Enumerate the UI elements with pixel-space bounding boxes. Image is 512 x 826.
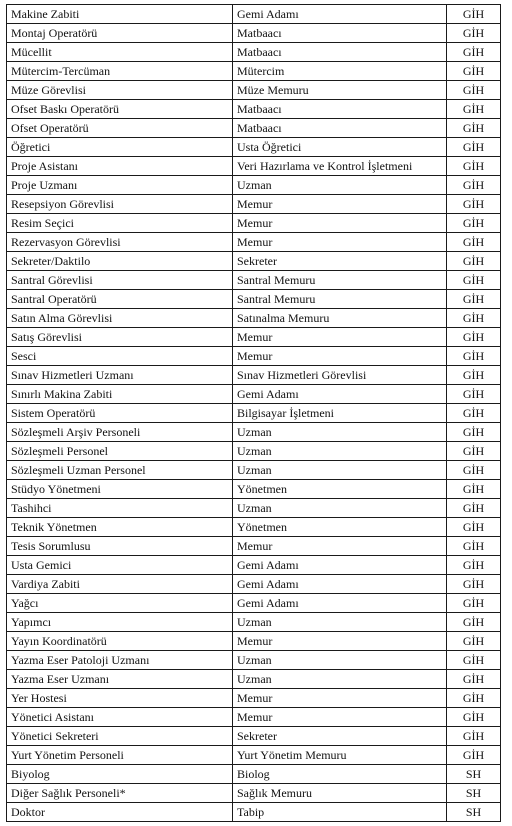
position-title-cell: Yer Hostesi [7,689,233,708]
service-class-cell: GİH [447,252,501,271]
position-title-cell: Sözleşmeli Personel [7,442,233,461]
service-class-cell: GİH [447,404,501,423]
position-title-cell: Satış Görevlisi [7,328,233,347]
table-row [7,81,501,100]
position-title-cell: Diğer Sağlık Personeli* [7,784,233,803]
position-title-cell: Proje Asistanı [7,157,233,176]
service-class-cell: GİH [447,24,501,43]
table-row [7,62,501,81]
position-title-cell: Montaj Operatörü [7,24,233,43]
position-title-cell: Sistem Operatörü [7,404,233,423]
service-class-cell: SH [447,765,501,784]
table-row [7,24,501,43]
staff-category-cell: Sekreter [233,727,447,746]
service-class-cell: GİH [447,708,501,727]
position-title-cell: Yağcı [7,594,233,613]
staff-category-cell: Matbaacı [233,43,447,62]
table-row [7,442,501,461]
service-class-cell: GİH [447,138,501,157]
position-title-cell: Santral Görevlisi [7,271,233,290]
service-class-cell: GİH [447,385,501,404]
position-title-cell: Biyolog [7,765,233,784]
position-title-cell: Mütercim-Tercüman [7,62,233,81]
staff-category-cell: Sağlık Memuru [233,784,447,803]
position-title-cell: Yayın Koordinatörü [7,632,233,651]
position-title-cell: Sesci [7,347,233,366]
position-title-cell: Tashihci [7,499,233,518]
table-row [7,214,501,233]
staff-category-cell: Santral Memuru [233,290,447,309]
service-class-cell: GİH [447,5,501,24]
staff-category-cell: Uzman [233,423,447,442]
table-row [7,632,501,651]
staff-category-cell: Santral Memuru [233,271,447,290]
position-title-cell: Yazma Eser Patoloji Uzmanı [7,651,233,670]
position-title-cell: Proje Uzmanı [7,176,233,195]
table-row [7,765,501,784]
position-title-cell: Müze Görevlisi [7,81,233,100]
table-row [7,803,501,822]
table-row [7,575,501,594]
table-row [7,556,501,575]
table-row [7,290,501,309]
service-class-cell: GİH [447,480,501,499]
service-class-cell: GİH [447,499,501,518]
staff-category-cell: Memur [233,537,447,556]
staff-category-cell: Memur [233,328,447,347]
service-class-cell: GİH [447,689,501,708]
staff-category-cell: Memur [233,689,447,708]
document-page [6,4,500,822]
staff-category-cell: Müze Memuru [233,81,447,100]
service-class-cell: GİH [447,594,501,613]
service-class-cell: GİH [447,347,501,366]
position-title-cell: Sözleşmeli Uzman Personel [7,461,233,480]
service-class-cell: GİH [447,461,501,480]
table-row [7,480,501,499]
staff-category-cell: Yönetmen [233,480,447,499]
service-class-cell: GİH [447,537,501,556]
staff-category-cell: Memur [233,347,447,366]
service-class-cell: GİH [447,670,501,689]
staff-category-cell: Gemi Adamı [233,575,447,594]
staff-category-cell: Veri Hazırlama ve Kontrol İşletmeni [233,157,447,176]
position-title-cell: Tesis Sorumlusu [7,537,233,556]
staff-category-cell: Sekreter [233,252,447,271]
service-class-cell: GİH [447,157,501,176]
table-row [7,233,501,252]
service-class-cell: GİH [447,727,501,746]
table-row [7,309,501,328]
service-class-cell: GİH [447,62,501,81]
table-row [7,100,501,119]
staff-category-cell: Usta Öğretici [233,138,447,157]
table-body [7,5,501,822]
service-class-cell: GİH [447,556,501,575]
service-class-cell: GİH [447,195,501,214]
staff-category-cell: Uzman [233,442,447,461]
staff-category-cell: Memur [233,233,447,252]
position-title-cell: Sözleşmeli Arşiv Personeli [7,423,233,442]
table-row [7,347,501,366]
staff-category-cell: Memur [233,195,447,214]
service-class-cell: GİH [447,43,501,62]
position-title-cell: Sekreter/Daktilo [7,252,233,271]
staff-category-cell: Memur [233,632,447,651]
staff-category-cell: Uzman [233,670,447,689]
service-class-cell: GİH [447,271,501,290]
position-title-cell: Doktor [7,803,233,822]
service-class-cell: GİH [447,423,501,442]
staff-category-cell: Memur [233,708,447,727]
service-class-cell: GİH [447,575,501,594]
table-row [7,727,501,746]
staff-category-cell: Matbaacı [233,119,447,138]
service-class-cell: GİH [447,651,501,670]
service-class-cell: GİH [447,366,501,385]
position-title-cell: Resim Seçici [7,214,233,233]
staff-category-cell: Gemi Adamı [233,5,447,24]
table-row [7,708,501,727]
table-row [7,252,501,271]
position-title-cell: Satın Alma Görevlisi [7,309,233,328]
position-title-cell: Yapımcı [7,613,233,632]
table-row [7,119,501,138]
table-row [7,518,501,537]
staff-category-cell: Yurt Yönetim Memuru [233,746,447,765]
service-class-cell: SH [447,803,501,822]
service-class-cell: GİH [447,290,501,309]
staff-category-cell: Uzman [233,461,447,480]
position-title-cell: Teknik Yönetmen [7,518,233,537]
table-row [7,5,501,24]
table-row [7,651,501,670]
position-title-cell: Yazma Eser Uzmanı [7,670,233,689]
table-row [7,138,501,157]
service-class-cell: GİH [447,119,501,138]
position-title-cell: Santral Operatörü [7,290,233,309]
position-title-cell: Ofset Operatörü [7,119,233,138]
table-row [7,404,501,423]
staff-category-cell: Uzman [233,499,447,518]
staff-category-cell: Bilgisayar İşletmeni [233,404,447,423]
staff-category-cell: Uzman [233,651,447,670]
position-title-cell: Vardiya Zabiti [7,575,233,594]
staff-category-cell: Sınav Hizmetleri Görevlisi [233,366,447,385]
table-row [7,594,501,613]
staff-category-cell: Tabip [233,803,447,822]
position-title-cell: Resepsiyon Görevlisi [7,195,233,214]
table-row [7,423,501,442]
position-title-cell: Yurt Yönetim Personeli [7,746,233,765]
position-title-cell: Mücellit [7,43,233,62]
staff-category-cell: Mütercim [233,62,447,81]
table-row [7,499,501,518]
staff-category-cell: Uzman [233,613,447,632]
staff-category-cell: Matbaacı [233,100,447,119]
table-row [7,537,501,556]
service-class-cell: GİH [447,214,501,233]
service-class-cell: GİH [447,632,501,651]
table-row [7,613,501,632]
table-row [7,271,501,290]
position-title-cell: Usta Gemici [7,556,233,575]
table-row [7,461,501,480]
service-class-cell: GİH [447,328,501,347]
position-title-cell: Makine Zabiti [7,5,233,24]
position-title-cell: Sınırlı Makina Zabiti [7,385,233,404]
table-row [7,43,501,62]
service-class-cell: GİH [447,613,501,632]
staff-category-cell: Gemi Adamı [233,385,447,404]
table-row [7,195,501,214]
position-title-cell: Ofset Baskı Operatörü [7,100,233,119]
staff-category-cell: Uzman [233,176,447,195]
staff-category-cell: Satınalma Memuru [233,309,447,328]
position-title-cell: Rezervasyon Görevlisi [7,233,233,252]
position-title-cell: Öğretici [7,138,233,157]
table-row [7,784,501,803]
position-table [6,4,501,822]
staff-category-cell: Matbaacı [233,24,447,43]
service-class-cell: GİH [447,746,501,765]
table-row [7,176,501,195]
position-title-cell: Yönetici Sekreteri [7,727,233,746]
staff-category-cell: Biolog [233,765,447,784]
service-class-cell: GİH [447,81,501,100]
service-class-cell: GİH [447,518,501,537]
table-row [7,366,501,385]
position-title-cell: Yönetici Asistanı [7,708,233,727]
position-title-cell: Sınav Hizmetleri Uzmanı [7,366,233,385]
table-row [7,385,501,404]
staff-category-cell: Memur [233,214,447,233]
staff-category-cell: Gemi Adamı [233,594,447,613]
table-row [7,328,501,347]
table-row [7,670,501,689]
service-class-cell: GİH [447,309,501,328]
service-class-cell: GİH [447,233,501,252]
staff-category-cell: Gemi Adamı [233,556,447,575]
service-class-cell: GİH [447,442,501,461]
service-class-cell: GİH [447,100,501,119]
position-title-cell: Stüdyo Yönetmeni [7,480,233,499]
table-row [7,157,501,176]
table-row [7,689,501,708]
service-class-cell: GİH [447,176,501,195]
table-row [7,746,501,765]
staff-category-cell: Yönetmen [233,518,447,537]
service-class-cell: SH [447,784,501,803]
